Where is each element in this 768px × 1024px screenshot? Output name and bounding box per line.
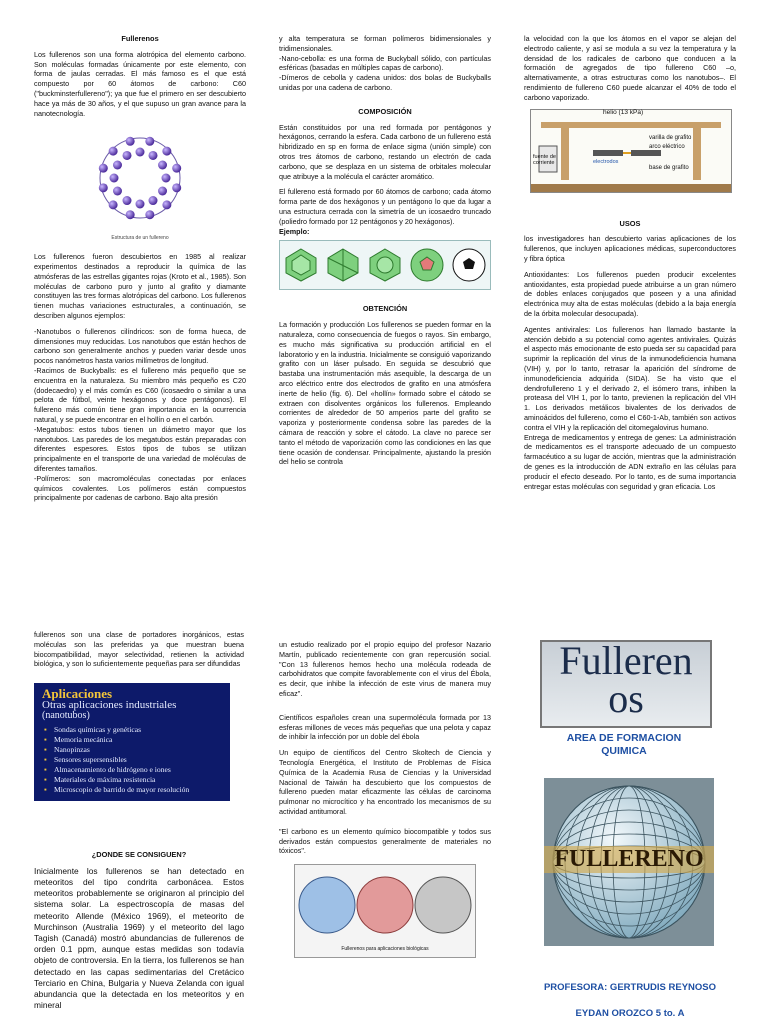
carbon-atom [145, 137, 154, 146]
col5-paragraph-3: Un equipo de científicos del Centro Skoltech de Ciencia y Tecnología Energética, el Instituto de Problemas de Física Química de la Academia Rusa de Ciencias y la Universidad Nacional de Taiwán ha descubierto que los compuestos de fullereno pueden matar eficazmente las células de carcinoma pulmonar no microcítico y ha encontrado los mecanismos de su actividad antitumoral. [279, 748, 491, 816]
area-label: AREA DE FORMACION QUIMICA [566, 732, 682, 757]
alumno-label: EYDAN OROZCO 5 to. A [575, 1008, 685, 1019]
biological-applications-image [294, 864, 476, 958]
cover-title-line-1: Fulleren [559, 640, 693, 683]
carbon-atom [158, 161, 167, 170]
column-5 [279, 640, 491, 958]
list-item: ▪ Materiales de máxima resistencia [54, 775, 222, 785]
diagram-label-fuente: fuente de corriente [533, 153, 556, 166]
diagram-label-base: base de grafito [649, 164, 689, 171]
carbon-atom [126, 137, 135, 146]
arc-discharge-diagram [530, 109, 732, 193]
carbon-atom [113, 187, 122, 196]
column-1 [34, 34, 246, 509]
col2-top-paragraph: y alta temperatura se forman polímeros bidimensionales y tridimensionales. -Nano-cebolla: es una forma de Buckyball sólido, con partículas esféricas (basadas en múltiples capas de carbono). -Dímeros de cebolla y cadena unidos: dos bolas de Buckyballs unidas por una cadena de carbono. [279, 34, 491, 92]
applications-box [34, 683, 230, 800]
fullerene-structure-image [95, 124, 185, 232]
carbon-atom [99, 164, 108, 173]
fullerene-logo [544, 778, 714, 946]
carbon-atom [110, 174, 119, 183]
diagram-label-arco: arco eléctrico [649, 143, 685, 150]
col5-paragraph-1: un estudio realizado por el propio equipo del profesor Nazario Martín, publicado recientemente con gran repercusión social. "Con 13 fullerenos hemos hecho una molécula rodeada de carbohidratos que compite favorablemente con el virus del Ébola, es decir, que inhibe la infección de este virus de manera muy eficaz". [279, 640, 491, 698]
applications-subtitle-2: (nanotubos) [42, 709, 90, 721]
cover-title-line-2: os [608, 676, 644, 721]
profesora-label: PROFESORA: GERTRUDIS REYNOSO [543, 982, 717, 993]
diagram-label-electrodos: electrodos [593, 158, 619, 165]
donde-heading: ¿DONDE SE CONSIGUEN? [91, 849, 187, 859]
polyhedron-icon [325, 247, 361, 283]
list-item: ▪ Sensores supersensibles [54, 755, 222, 765]
diagram-label-varilla: varilla de grafito [649, 134, 692, 141]
carbon-atom [149, 151, 158, 160]
soccer-ball-icon [451, 247, 487, 283]
obtencion-heading: OBTENCIÓN [362, 304, 408, 314]
carbon-atom [145, 211, 154, 220]
image-caption: Estructura de un fullereno [111, 235, 169, 242]
polyhedron-icon [283, 247, 319, 283]
usos-paragraph-2: Antioxidantes: Los fullerenos pueden producir excelentes antioxidantes, esta propiedad puede atribuirse a un gran número de dobles enlaces conjugados que poseen y a una afinidad electrónica muy alta de estas moléculas (debido a la baja energía de la órbita molecular desocupada). [524, 269, 736, 318]
carbon-atom [136, 200, 145, 209]
col4-top-paragraph: fullerenos son una clase de portadores inorgánicos, estas moléculas son las preferidas ya que muestran buena biocompatibilidad, mayor selectividad, retienen la actividad biológica, y son lo suficientemente pequeñas para ser difundidas [34, 630, 244, 669]
polyhedron-icon [367, 247, 403, 283]
usos-paragraph-3: Agentes antivirales: Los fullerenos han llamado bastante la atención debido a su potencial como agentes antivirales. Quizás el aspecto más emocionante de esto pueda ser su capacidad para suprimir la replicación del virus de la inmunodeficiencia humana (VIH) y, por lo tanto, retrasar la aparición del síndrome de inmunodeficiencia adquirida (SIDA). Se ha visto que el dendrofullereno 1 y el derivado 2, el isómero trans, inhiben la proteasa del VIH 1, por lo tanto, previenen la replicación del VIH 1. Los derivados metálicos bivalentes de los derivados de aminoácidos del fullereno, como el C60-1-Ab, también son activos contra el VIH y la replicación del citomegalovirus humano. Entrega de medicamentos y entrega de genes: La administración de medicamentos es el transporte adecuado de un compuesto farmacéutico a su lugar de acción, mientras que la administración de genes es la introducción de ADN extraño en las células para producir el efecto deseado. Por lo tanto, es de suma importancia entregar estas moléculas con seguridad y gran eficacia. Los [524, 324, 736, 491]
carbon-atom [109, 201, 118, 210]
carbon-atom [136, 148, 145, 157]
list-item: ▪ Almacenamiento de hidrógeno e iones [54, 765, 222, 775]
carbon-atom [158, 187, 167, 196]
list-item: ▪ Memoria mecánica [54, 735, 222, 745]
ejemplo-label: Ejemplo: [279, 226, 310, 236]
composicion-paragraph-1: Están constituidos por una red formada por pentágonos y hexágonos, cerrando la esfera. Cada carbono de un fullereno está hibridizado en sp en forma de enlace sigma (unión simple) con otros tres átomos de carbono, restando un electrón de cada carbono, que se desplaza en un sistema de orbitales molecular que atribuye a la molécula el carácter aromático. [279, 122, 491, 181]
carbon-atom [149, 196, 158, 205]
cover-title [540, 640, 712, 728]
types-paragraph: -Nanotubos o fullerenos cilíndricos: son de forma hueca, de dimensiones muy reducidas. Los nanotubos que están hechos de carbono son generalmente anchos y pueden variar desde unos pocos nanómetros hasta varios milímetros de longitud. -Racimos de Buckyballs: es el fullereno más pequeño que se encuentra en la naturaleza. Su miembro más pequeño es C20 (dodecaedro) y el más común es C60 (icosaedro o similar a una pelota de fútbol, veinte hexágonos y doce pentágonos). El fullereno más común tiene gran importancia en la ocurrencia natural, y se puede encontrar en el hollín o en el carbón. -Megatubos: estos tubos tienen un diámetro mayor que los nanotubos. Las paredes de los megatubos están preparadas con diferentes espesores. Estos tipos de tubos se utilizan principalmente en el transporte de una variedad de moléculas de diferentes tamaños. -Polímeros: son macromoléculas conectadas por enlaces químicos covalentes. Los polímeros están compuestos principalmente por cadenas de carbono. Bajo alta presión [34, 326, 246, 503]
usos-paragraph-1: los investigadores han descubierto varias aplicaciones de los fullerenos, que incluyen aplicaciones médicas, superconductores y fibra óptica [524, 234, 736, 263]
applications-list [42, 725, 222, 795]
carbon-atom [123, 196, 132, 205]
applications-title: Aplicaciones [42, 686, 113, 702]
col5-paragraph-2: Científicos españoles crean una supermolécula formada por 13 esferas millones de veces más pequeñas que una pelota y capaz de inhibir la infección por un doble del ébola [279, 712, 491, 742]
usos-heading: USOS [619, 218, 641, 228]
col3-top-paragraph: la velocidad con la que los átomos en el vapor se alejan del electrodo caliente, y así se modula a su vez la temperatura y la densidad de los radicales de carbono que conducen a la formación de agregados de tipo fullereno C60 –o, alternativamente, a otras estructuras como los nanotubos–. El rendimiento de fullereno C60 puede alcanzar el 40% de todo el carbono vaporizado. [524, 34, 736, 102]
column-4 [34, 630, 244, 1017]
carbon-atom [113, 161, 122, 170]
obtencion-paragraph: La formación y producción Los fullerenos se pueden formar en la naturaleza, como consecuencia de fuegos o rayos. Sin embargo, es mucho más significativa su producción artificial en el laboratorio y en la industria. Inicialmente se consiguió vaporizando grafito con un láser pulsado. En seguida se descubrió que bastaba una instrumentación más asequible, la descarga de un arco eléctrico entre dos electrodos de grafito en una atmósfera inerte de helio (fig. 6). Del «hollín» formado sobre el cátodo se extraen con disolventes orgánicos los fullerenos. Empleando corrientes de alrededor de 50 amperios parte del grafito se vaporiza y posteriormente condensa sobre las paredes de la cámara de reacción y sobre el cátodo. La clave no parece ser tanto el método de vaporización como las condiciones en las que tiene ocasión de condensar. Principalmente, ajustando la presión del helio se controla [279, 320, 491, 467]
history-paragraph: Los fullerenos fueron descubiertos en 1985 al realizar experimentos destinados a reproducir la química de las atmósferas de las estrellas gigantes rojas (Kroto et al., 1985). Son moléculas de carbono puro y junto al grafito y diamante constituyen las tres formas alotrópicas del carbono. Los fullerenos tienen muchas variaciones estructurales, a continuación, se describen algunos ejemplos: [34, 252, 246, 320]
polyhedra-strip [279, 240, 491, 290]
list-item: ▪ Nanopinzas [54, 745, 222, 755]
carbon-atom [162, 201, 171, 210]
donde-paragraph: Inicialmente los fullerenos se han detectado en meteoritos del tipo condrita carbonácea. Estos meteoritos probablemente se originaron al principio del sistema solar. La espectroscopía de masas del meteorito Allende (México 1969), el meteorito de Murchinson (Australia 1969) y el meteorito del lago Tagish (Canadá) mostró abundancias de fullerenos de orden 0.1 ppm, aunque estas medidas son todavía objeto de controversia. En la tierra, los fullerenos se han detectado en las capas sedimentarias del Cretácico Terciario en China, Bulgaria y Nueva Zelanda con igual abundancia que la detectada en los meteoritos y en mineral [34, 865, 244, 1011]
column-2 [279, 34, 491, 473]
logo-text: FULLERENO [544, 846, 714, 873]
fullerene-spheres-illustration [295, 865, 475, 945]
truncated-icosahedron-icon [409, 247, 445, 283]
carbon-atom [172, 184, 181, 193]
list-item: ▪ Microscopio de barrido de mayor resolución [54, 785, 222, 795]
composicion-paragraph-2: El fullereno está formado por 60 átomos de carbono; cada átomo forma parte de dos hexágonos y un pentágono lo que da lugar a una estructura cerrada con la simetría de un icosaedro truncado (poliedro formado por 12 pentágonos y 20 hexágonos). [279, 187, 491, 226]
carbon-atom [162, 174, 171, 183]
diagram-label-helio: helio (13 kPa) [603, 108, 644, 116]
composicion-heading: COMPOSICIÓN [358, 106, 412, 116]
column-3 [524, 34, 736, 497]
carbon-atom [123, 151, 132, 160]
col5-paragraph-4: "El carbono es un elemento químico biocompatible y todos sus derivados están compuestos generalmente de materiales no tóxicos". [279, 826, 491, 856]
applications-subtitle: Otras aplicaciones industriales [42, 698, 177, 711]
list-item: ▪ Sondas químicas y genéticas [54, 725, 222, 735]
intro-paragraph: Los fullerenos son una forma alotrópica del elemento carbono. Son moléculas formadas únicamente por este elemento, con forma de jaulas cerradas. El más famoso es el que está compuesto por 60 átomos de carbono: C60 ("buckminsterfullereno"); ya que fue el primero en ser descubierto hace ya más de 30 años, y el que supuso un gran avance para la nanotecnología. [34, 49, 246, 118]
carbon-atom [109, 147, 118, 156]
section-heading: Fullerenos [121, 34, 159, 43]
carbon-atom [162, 147, 171, 156]
carbon-atom [99, 184, 108, 193]
image-caption: Fullerenos para aplicaciones biológicas [341, 946, 429, 953]
carbon-atom [126, 211, 135, 220]
carbon-atom [172, 164, 181, 173]
